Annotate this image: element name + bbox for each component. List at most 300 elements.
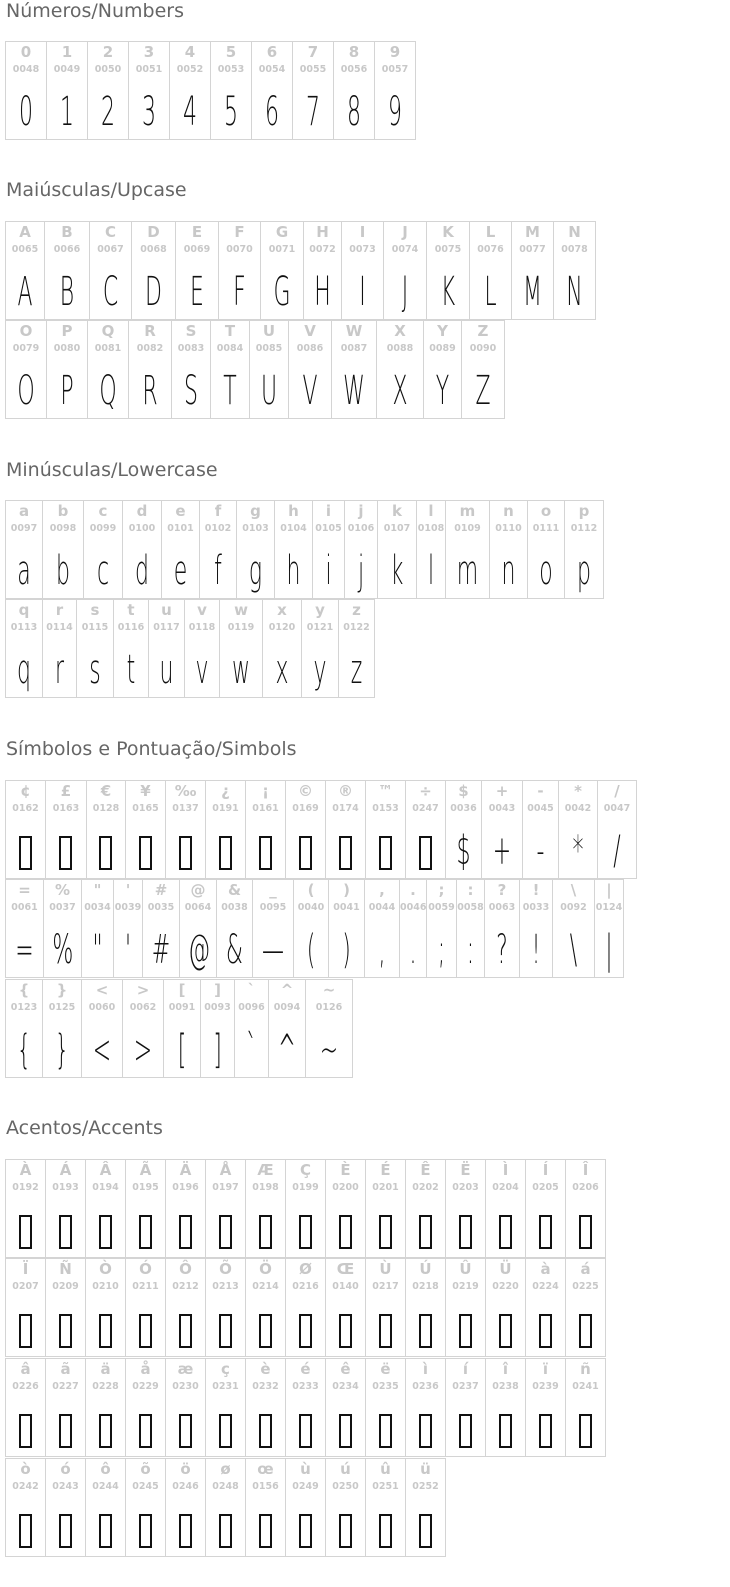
- glyph-code-label: 0039: [114, 902, 142, 913]
- glyph-code-label: 0050: [94, 64, 122, 75]
- glyph-code-label: 0112: [570, 523, 598, 534]
- glyph-cell: [245, 780, 286, 879]
- glyph-character-label: K: [442, 223, 454, 241]
- glyph-cell: [165, 1159, 206, 1258]
- glyph-preview: f: [214, 548, 222, 594]
- missing-glyph-box-icon: [19, 1514, 32, 1548]
- glyph-preview: ;: [437, 927, 446, 973]
- glyph-cell: [142, 879, 180, 978]
- glyph-code-label: 0081: [94, 343, 122, 354]
- glyph-code-label: 0036: [450, 803, 477, 814]
- glyph-preview: :: [466, 927, 475, 973]
- glyph-cell: [125, 1458, 166, 1557]
- glyph-cell: [405, 780, 446, 879]
- glyph-code-label: 0238: [492, 1381, 519, 1392]
- glyph-preview: G: [273, 269, 291, 315]
- missing-glyph-box-icon: [419, 1414, 432, 1448]
- glyph-character-label: P: [61, 322, 73, 340]
- glyph-code-label: 0034: [84, 902, 111, 913]
- glyph-cell: [165, 1358, 206, 1457]
- glyph-code-label: 0043: [488, 803, 516, 814]
- section-title: Acentos/Accents: [6, 1117, 163, 1139]
- glyph-cell: [519, 879, 553, 978]
- glyph-character-label: &: [227, 881, 242, 899]
- glyph-code-label: 0061: [11, 902, 38, 913]
- glyph-cell: [210, 320, 250, 419]
- glyph-cell: [285, 1159, 326, 1258]
- glyph-preview: %: [52, 927, 74, 973]
- glyph-code-label: 0090: [469, 343, 497, 354]
- glyph-character-label: k: [392, 502, 402, 520]
- missing-glyph-box-icon: [99, 1514, 112, 1548]
- missing-glyph-box-icon: [379, 1514, 392, 1548]
- glyph-cell: [42, 500, 84, 599]
- glyph-code-label: 0092: [560, 902, 587, 913]
- glyph-preview: Q: [99, 368, 117, 414]
- glyph-code-label: 0098: [49, 523, 77, 534]
- glyph-cell: [210, 41, 252, 140]
- glyph-preview: a: [17, 548, 31, 594]
- glyph-preview: R: [142, 368, 158, 414]
- glyph-character-label: e: [175, 502, 186, 520]
- glyph-preview: {: [16, 1027, 31, 1073]
- glyph-row: [5, 1358, 606, 1457]
- glyph-code-label: 0080: [53, 343, 81, 354]
- glyph-character-label: !: [532, 881, 540, 899]
- section-title: Minúsculas/Lowercase: [6, 459, 218, 481]
- glyph-row: [5, 879, 624, 978]
- glyph-character-label: ù: [300, 1460, 311, 1478]
- glyph-character-label: t: [127, 601, 135, 619]
- glyph-character-label: Ë: [460, 1161, 471, 1179]
- glyph-cell: [5, 1458, 46, 1557]
- glyph-cell: [205, 780, 246, 879]
- glyph-cell: [161, 500, 200, 599]
- section-title: Maiúsculas/Upcase: [6, 179, 187, 201]
- glyph-code-label: 0191: [212, 803, 239, 814]
- glyph-code-label: 0063: [488, 902, 516, 913]
- glyph-code-label: 0211: [132, 1281, 159, 1292]
- glyph-row: [5, 1258, 606, 1357]
- glyph-code-label: 0115: [81, 622, 109, 633]
- glyph-code-label: 0086: [296, 343, 324, 354]
- missing-glyph-box-icon: [139, 1314, 152, 1348]
- glyph-character-label: }: [56, 981, 68, 999]
- glyph-cell: [205, 1258, 246, 1357]
- glyph-code-label: 0077: [519, 244, 546, 255]
- glyph-character-label: +: [495, 782, 509, 800]
- glyph-code-label: 0207: [12, 1281, 39, 1292]
- section-title: Números/Numbers: [6, 0, 184, 22]
- glyph-preview: >: [133, 1027, 153, 1073]
- glyph-preview: Y: [435, 368, 450, 414]
- glyph-cell: [365, 1159, 406, 1258]
- glyph-code-label: 0048: [12, 64, 40, 75]
- glyph-cell: [42, 979, 82, 1078]
- glyph-preview: s: [89, 647, 101, 693]
- glyph-code-label: 0219: [452, 1281, 479, 1292]
- glyph-character-label: {: [18, 981, 30, 999]
- glyph-preview: 2: [100, 89, 115, 135]
- glyph-character-label: y: [315, 601, 325, 619]
- glyph-character-label: 3: [143, 43, 155, 61]
- glyph-row: [5, 221, 596, 320]
- glyph-cell: [426, 879, 457, 978]
- glyph-cell: [511, 221, 554, 320]
- glyph-cell: [171, 320, 211, 419]
- missing-glyph-box-icon: [19, 1414, 32, 1448]
- glyph-code-label: 0124: [595, 902, 623, 913]
- glyph-code-label: 0226: [12, 1381, 39, 1392]
- glyph-code-label: 0103: [242, 523, 269, 534]
- glyph-cell: [131, 221, 176, 320]
- glyph-character-label: 2: [102, 43, 114, 61]
- glyph-character-label: U: [262, 322, 276, 340]
- glyph-character-label: 0: [20, 43, 32, 61]
- glyph-character-label: j: [358, 502, 364, 520]
- glyph-code-label: 0107: [383, 523, 411, 534]
- glyph-character-label: ê: [340, 1360, 351, 1378]
- glyph-cell: [285, 1258, 326, 1357]
- glyph-preview: A: [17, 269, 33, 315]
- glyph-cell: [552, 879, 595, 978]
- glyph-preview: x: [275, 647, 289, 693]
- glyph-code-label: 0060: [88, 1002, 116, 1013]
- missing-glyph-box-icon: [139, 1215, 152, 1249]
- glyph-code-label: 0094: [273, 1002, 301, 1013]
- glyph-preview: Z: [475, 368, 491, 414]
- glyph-cell: [251, 41, 293, 140]
- glyph-cell: [262, 599, 302, 698]
- glyph-cell: [179, 879, 217, 978]
- glyph-cell: [5, 221, 45, 320]
- glyph-character-label: :: [467, 881, 474, 899]
- glyph-code-label: 0105: [315, 523, 342, 534]
- glyph-cell: [325, 1358, 366, 1457]
- glyph-code-label: 0040: [297, 902, 325, 913]
- missing-glyph-box-icon: [419, 1215, 432, 1249]
- glyph-code-label: 0202: [412, 1182, 439, 1193]
- glyph-cell: [252, 879, 294, 978]
- glyph-character-label: Â: [99, 1161, 112, 1179]
- glyph-preview: 8: [346, 89, 361, 135]
- glyph-code-label: 0137: [172, 803, 199, 814]
- glyph-preview: K: [440, 269, 456, 315]
- glyph-code-label: 0165: [132, 803, 159, 814]
- glyph-preview: (: [306, 927, 316, 973]
- glyph-cell: [525, 1358, 566, 1457]
- glyph-character-label: i: [325, 502, 332, 520]
- glyph-code-label: 0051: [135, 64, 163, 75]
- glyph-cell: [165, 1258, 206, 1357]
- glyph-cell: [405, 1159, 446, 1258]
- glyph-cell: [376, 320, 424, 419]
- glyph-code-label: 0053: [217, 64, 245, 75]
- glyph-character-label: Ö: [259, 1260, 272, 1278]
- glyph-character-label: ¡: [262, 782, 269, 800]
- glyph-preview: o: [539, 548, 553, 594]
- glyph-cell: [236, 500, 275, 599]
- glyph-code-label: 0194: [92, 1182, 119, 1193]
- glyph-code-label: 0121: [306, 622, 334, 633]
- glyph-code-label: 0213: [212, 1281, 239, 1292]
- glyph-code-label: 0064: [184, 902, 212, 913]
- missing-glyph-box-icon: [579, 1314, 592, 1348]
- missing-glyph-box-icon: [219, 1514, 232, 1548]
- glyph-character-label: (: [307, 881, 315, 899]
- glyph-code-label: 0239: [532, 1381, 559, 1392]
- glyph-cell: [245, 1358, 286, 1457]
- glyph-cell: [5, 1258, 46, 1357]
- glyph-character-label: Ó: [139, 1260, 152, 1278]
- glyph-cell: [461, 320, 505, 419]
- glyph-preview: 9: [387, 89, 402, 135]
- glyph-cell: [205, 1159, 246, 1258]
- glyph-code-label: 0161: [252, 803, 279, 814]
- glyph-cell: [165, 1458, 206, 1557]
- glyph-cell: [245, 1458, 286, 1557]
- glyph-character-label: ]: [214, 981, 221, 999]
- glyph-preview: -: [536, 828, 545, 874]
- missing-glyph-box-icon: [459, 1215, 472, 1249]
- missing-glyph-box-icon: [179, 836, 192, 870]
- glyph-cell: [445, 1258, 486, 1357]
- glyph-cell: [163, 979, 201, 1078]
- glyph-character-label: Á: [59, 1161, 72, 1179]
- glyph-cell: [405, 1258, 446, 1357]
- glyph-cell: [303, 221, 342, 320]
- glyph-preview: *: [572, 828, 584, 874]
- glyph-code-label: 0062: [129, 1002, 157, 1013]
- glyph-code-label: 0227: [52, 1381, 79, 1392]
- glyph-character-label: 8: [348, 43, 360, 61]
- glyph-character-label: Ï: [22, 1260, 29, 1278]
- glyph-row: [5, 41, 416, 140]
- glyph-code-label: 0246: [172, 1481, 199, 1492]
- glyph-character-label: ,: [379, 881, 385, 899]
- glyph-character-label: `: [247, 981, 256, 999]
- glyph-cell: [301, 599, 339, 698]
- glyph-character-label: m: [459, 502, 476, 520]
- glyph-character-label: ï: [542, 1360, 549, 1378]
- glyph-code-label: 0205: [532, 1182, 559, 1193]
- glyph-preview: ?: [496, 927, 508, 973]
- glyph-cell: [199, 500, 237, 599]
- glyph-cell: [125, 1258, 166, 1357]
- glyph-code-label: 0230: [172, 1381, 199, 1392]
- glyph-cell: [85, 1159, 126, 1258]
- glyph-character-label: å: [140, 1360, 151, 1378]
- glyph-code-label: 0248: [212, 1481, 239, 1492]
- missing-glyph-box-icon: [299, 1514, 312, 1548]
- glyph-character-label: á: [580, 1260, 591, 1278]
- glyph-preview: M: [523, 269, 542, 315]
- glyph-character-label: I: [359, 223, 366, 241]
- glyph-code-label: 0059: [428, 902, 455, 913]
- glyph-character-label: c: [98, 502, 108, 520]
- glyph-cell: [377, 500, 417, 599]
- glyph-cell: [205, 1458, 246, 1557]
- glyph-cell: [184, 599, 220, 698]
- glyph-character-label: Ç: [299, 1161, 311, 1179]
- glyph-code-label: 0212: [172, 1281, 199, 1292]
- glyph-preview: ,: [378, 927, 386, 973]
- glyph-character-label: â: [20, 1360, 31, 1378]
- glyph-preview: j: [357, 548, 365, 594]
- glyph-character-label: Ú: [419, 1260, 432, 1278]
- glyph-cell: [365, 1258, 406, 1357]
- glyph-code-label: 0247: [412, 803, 439, 814]
- glyph-character-label: Ñ: [59, 1260, 72, 1278]
- missing-glyph-box-icon: [219, 1314, 232, 1348]
- glyph-code-label: 0097: [10, 523, 38, 534]
- glyph-cell: [485, 1159, 526, 1258]
- glyph-row: [5, 979, 353, 1078]
- glyph-character-label: ü: [420, 1460, 431, 1478]
- glyph-character-label: T: [224, 322, 236, 340]
- missing-glyph-box-icon: [59, 1215, 72, 1249]
- glyph-character-label: G: [275, 223, 289, 241]
- missing-glyph-box-icon: [379, 1414, 392, 1448]
- missing-glyph-box-icon: [299, 1414, 312, 1448]
- glyph-character-label: *: [574, 782, 582, 800]
- glyph-character-label: @: [190, 881, 206, 899]
- glyph-cell: [553, 221, 596, 320]
- glyph-code-label: 0096: [238, 1002, 265, 1013]
- glyph-character-label: €: [100, 782, 112, 800]
- glyph-cell: [125, 1159, 166, 1258]
- missing-glyph-box-icon: [19, 1215, 32, 1249]
- glyph-code-label: 0196: [172, 1182, 199, 1193]
- glyph-character-label: ~: [322, 981, 336, 999]
- glyph-character-label: Ã: [139, 1161, 152, 1179]
- glyph-character-label: s: [90, 601, 100, 619]
- glyph-cell: [113, 879, 143, 978]
- glyph-character-label: v: [197, 601, 207, 619]
- glyph-cell: [234, 979, 269, 1078]
- glyph-character-label: Ô: [179, 1260, 192, 1278]
- glyph-code-label: 0153: [372, 803, 399, 814]
- glyph-character-label: Ò: [99, 1260, 112, 1278]
- glyph-code-label: 0111: [532, 523, 560, 534]
- glyph-preview: D: [145, 269, 162, 315]
- glyph-cell: [423, 320, 462, 419]
- glyph-code-label: 0228: [92, 1381, 119, 1392]
- missing-glyph-box-icon: [179, 1215, 192, 1249]
- glyph-code-label: 0163: [52, 803, 80, 814]
- glyph-preview: 4: [182, 89, 197, 135]
- glyph-code-label: 0089: [429, 343, 456, 354]
- glyph-code-label: 0110: [495, 523, 522, 534]
- glyph-code-label: 0100: [128, 523, 156, 534]
- glyph-code-label: 0235: [372, 1381, 399, 1392]
- glyph-character-label: D: [147, 223, 160, 241]
- glyph-code-label: 0197: [212, 1182, 239, 1193]
- glyph-code-label: 0072: [309, 244, 336, 255]
- glyph-character-label: n: [503, 502, 514, 520]
- glyph-code-label: 0091: [168, 1002, 196, 1013]
- glyph-cell: [341, 221, 384, 320]
- glyph-cell: [245, 1159, 286, 1258]
- glyph-character-label: È: [340, 1161, 351, 1179]
- glyph-character-label: ©: [298, 782, 313, 800]
- glyph-character-label: ": [93, 881, 102, 899]
- glyph-cell: [564, 500, 604, 599]
- glyph-code-label: 0209: [52, 1281, 79, 1292]
- glyph-preview: 0: [18, 89, 33, 135]
- glyph-code-label: 0119: [227, 622, 255, 633]
- glyph-character-label: C: [104, 223, 116, 241]
- glyph-character-label: Y: [437, 322, 448, 340]
- glyph-preview: }: [54, 1027, 69, 1073]
- glyph-character-label: Î: [582, 1161, 589, 1179]
- glyph-code-label: 0088: [386, 343, 414, 354]
- glyph-code-label: 0199: [292, 1182, 319, 1193]
- glyph-character-label: ¢: [20, 782, 31, 800]
- glyph-cell: [288, 320, 332, 419]
- glyph-preview: m: [456, 548, 479, 594]
- glyph-preview: ): [342, 927, 351, 973]
- glyph-code-label: 0076: [477, 244, 504, 255]
- missing-glyph-box-icon: [579, 1215, 592, 1249]
- glyph-cell: [175, 221, 219, 320]
- glyph-character-label: £: [60, 782, 72, 800]
- glyph-code-label: 0128: [92, 803, 120, 814]
- missing-glyph-box-icon: [99, 836, 112, 870]
- glyph-character-label: 7: [307, 43, 319, 61]
- glyph-code-label: 0225: [572, 1281, 599, 1292]
- glyph-character-label: Z: [477, 322, 489, 340]
- glyph-character-label: ñ: [580, 1360, 591, 1378]
- glyph-code-label: 0236: [412, 1381, 439, 1392]
- glyph-code-label: 0126: [315, 1002, 343, 1013]
- glyph-code-label: 0169: [292, 803, 319, 814]
- glyph-cell: [205, 1358, 246, 1457]
- missing-glyph-box-icon: [499, 1314, 512, 1348]
- glyph-code-label: 0117: [153, 622, 180, 633]
- glyph-cell: [122, 500, 162, 599]
- missing-glyph-box-icon: [259, 1314, 272, 1348]
- glyph-code-label: 0087: [340, 343, 368, 354]
- glyph-character-label: ä: [100, 1360, 111, 1378]
- glyph-code-label: 0216: [292, 1281, 319, 1292]
- glyph-character-label: ç: [221, 1360, 230, 1378]
- glyph-character-label: É: [380, 1161, 391, 1179]
- glyph-cell: [405, 1358, 446, 1457]
- missing-glyph-box-icon: [379, 1215, 392, 1249]
- glyph-code-label: 0079: [12, 343, 40, 354]
- missing-glyph-box-icon: [499, 1414, 512, 1448]
- glyph-cell: [169, 41, 211, 140]
- glyph-preview: 1: [59, 89, 74, 135]
- missing-glyph-box-icon: [379, 1314, 392, 1348]
- glyph-character-label: o: [540, 502, 552, 520]
- missing-glyph-box-icon: [339, 836, 352, 870]
- glyph-character-label: ™: [378, 782, 393, 800]
- glyph-preview: h: [286, 548, 301, 594]
- glyph-code-label: 0054: [258, 64, 286, 75]
- glyph-preview: /: [613, 828, 621, 874]
- glyph-code-label: 0192: [12, 1182, 39, 1193]
- glyph-character-label: ë: [380, 1360, 391, 1378]
- glyph-character-label: B: [61, 223, 73, 241]
- missing-glyph-box-icon: [219, 836, 232, 870]
- glyph-character-label: œ: [257, 1460, 274, 1478]
- glyph-cell: [484, 879, 520, 978]
- missing-glyph-box-icon: [419, 836, 432, 870]
- glyph-code-label: 0109: [454, 523, 481, 534]
- glyph-cell: [128, 320, 172, 419]
